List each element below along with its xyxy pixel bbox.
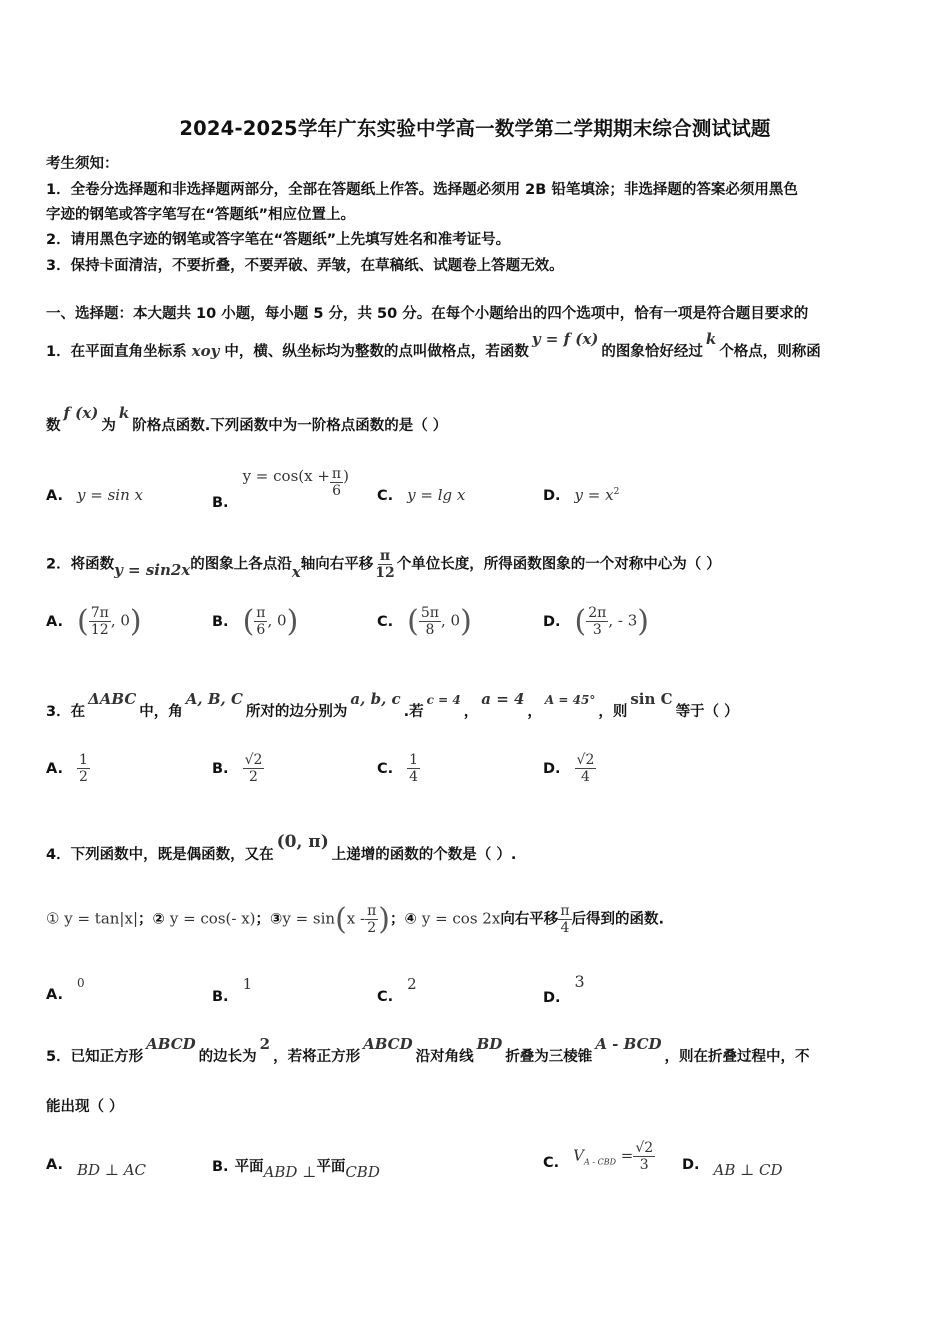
notice-item-1-line-2: 字迹的钢笔或答字笔写在“答题纸”相应位置上。 (46, 207, 356, 223)
q1-option-c[interactable]: C. y = lg x (377, 486, 466, 504)
question-3: 3．在ΔABC中，角A, B, C所对的边分别为a, b, c.若$^{c = 4}$，a = 4，$^{A = 45^\circ}$，则sin C等于（ ） (46, 690, 739, 720)
question-4-functions: ① y = tan|x|；② y = cos(- x)；③y = sin(x - $\frac{\pi}{2}$ )；④ y = cos 2x向右平移 $\frac{\pi}{4}$ 后得到的函数. (46, 902, 665, 937)
question-5-line-1: 5．已知正方形ABCD的边长为2，若将正方形ABCD沿对角线BD折叠为三棱锥A - BCD，则在折叠过程中，不 (46, 1035, 810, 1065)
question-1-line-2: 数f (x)为k阶格点函数.下列函数中为一阶格点函数的是（ ） (46, 404, 448, 434)
q2-option-c[interactable]: C. ( $\frac{5\pi}{8}$ , 0) (377, 604, 472, 639)
notice-heading: 考生须知： (46, 156, 119, 172)
q5-option-b[interactable]: B. 平面ABD ⊥平面CBD (212, 1159, 380, 1181)
q2-option-a[interactable]: A. ( $\frac{7\pi}{12}$ , 0) (46, 604, 142, 639)
notice-item-2: 2．请用黑色字迹的钢笔或答字笔在“答题纸”上先填写姓名和准考证号。 (46, 232, 511, 248)
notice-item-1-line-1: 1．全卷分选择题和非选择题两部分，全部在答题纸上作答。选择题必须用 2B 铅笔填涂；非选择题的答案必须用黑色 (46, 182, 798, 198)
page-title: 2024-2025学年广东实验中学高一数学第二学期期末综合测试试题 (179, 117, 771, 140)
q3-option-c[interactable]: C. $\frac{1}{4}$ (377, 752, 419, 786)
q1-option-b[interactable]: B.y = cos(x + $\frac{\pi}{6}$ ) (212, 466, 349, 511)
question-5-line-2: 能出现（ ） (46, 1099, 124, 1115)
question-2: 2．将函数y = sin2x的图象上各点沿x轴向右平移 $\frac{\pi}{12}$ 个单位长度，所得函数图象的一个对称中心为（ ） (46, 548, 721, 582)
q2-option-b[interactable]: B. ( $\frac{\pi}{6}$ , 0) (212, 604, 299, 639)
q2-option-d[interactable]: D. ( $\frac{2\pi}{3}$ , - 3) (543, 604, 650, 639)
question-1-line-1: 1．在平面直角坐标系 xoy 中，横、纵坐标均为整数的点叫做格点，若函数y = f (x)的图象恰好经过k个格点，则称函 (46, 330, 821, 360)
question-4: 4．下列函数中，既是偶函数，又在(0, π)上递增的函数的个数是（ ）. (46, 832, 517, 863)
q4-option-c[interactable]: C.2 (377, 975, 417, 1005)
q5-option-a[interactable]: A. BD ⊥ AC (46, 1157, 147, 1179)
notice-item-3: 3．保持卡面清洁，不要折叠，不要弄破、弄皱，在草稿纸、试题卷上答题无效。 (46, 258, 564, 274)
q3-option-b[interactable]: B. $\frac{√2}{2}$ (212, 752, 263, 786)
q4-option-a[interactable]: A.0 (46, 976, 85, 1003)
q1-option-d[interactable]: D. $y = x^2$ (543, 486, 620, 504)
q1-option-a[interactable]: A. y = sin x (46, 486, 143, 504)
q5-option-d[interactable]: D. AB ⊥ CD (682, 1157, 783, 1179)
q4-option-d[interactable]: D.3 (543, 972, 585, 1006)
q3-option-d[interactable]: D. $\frac{√2}{4}$ (543, 752, 595, 786)
q4-option-b[interactable]: B.1 (212, 975, 253, 1005)
q3-option-a[interactable]: A. $\frac{1}{2}$ (46, 752, 88, 786)
q5-option-c[interactable]: C. $V_{A - CBD}$ = $\frac{√2}{3}$ (543, 1140, 654, 1174)
section-heading: 一、选择题：本大题共 10 小题，每小题 5 分，共 50 分。在每个小题给出的四个选项中，恰有一项是符合题目要求的 (46, 306, 809, 322)
